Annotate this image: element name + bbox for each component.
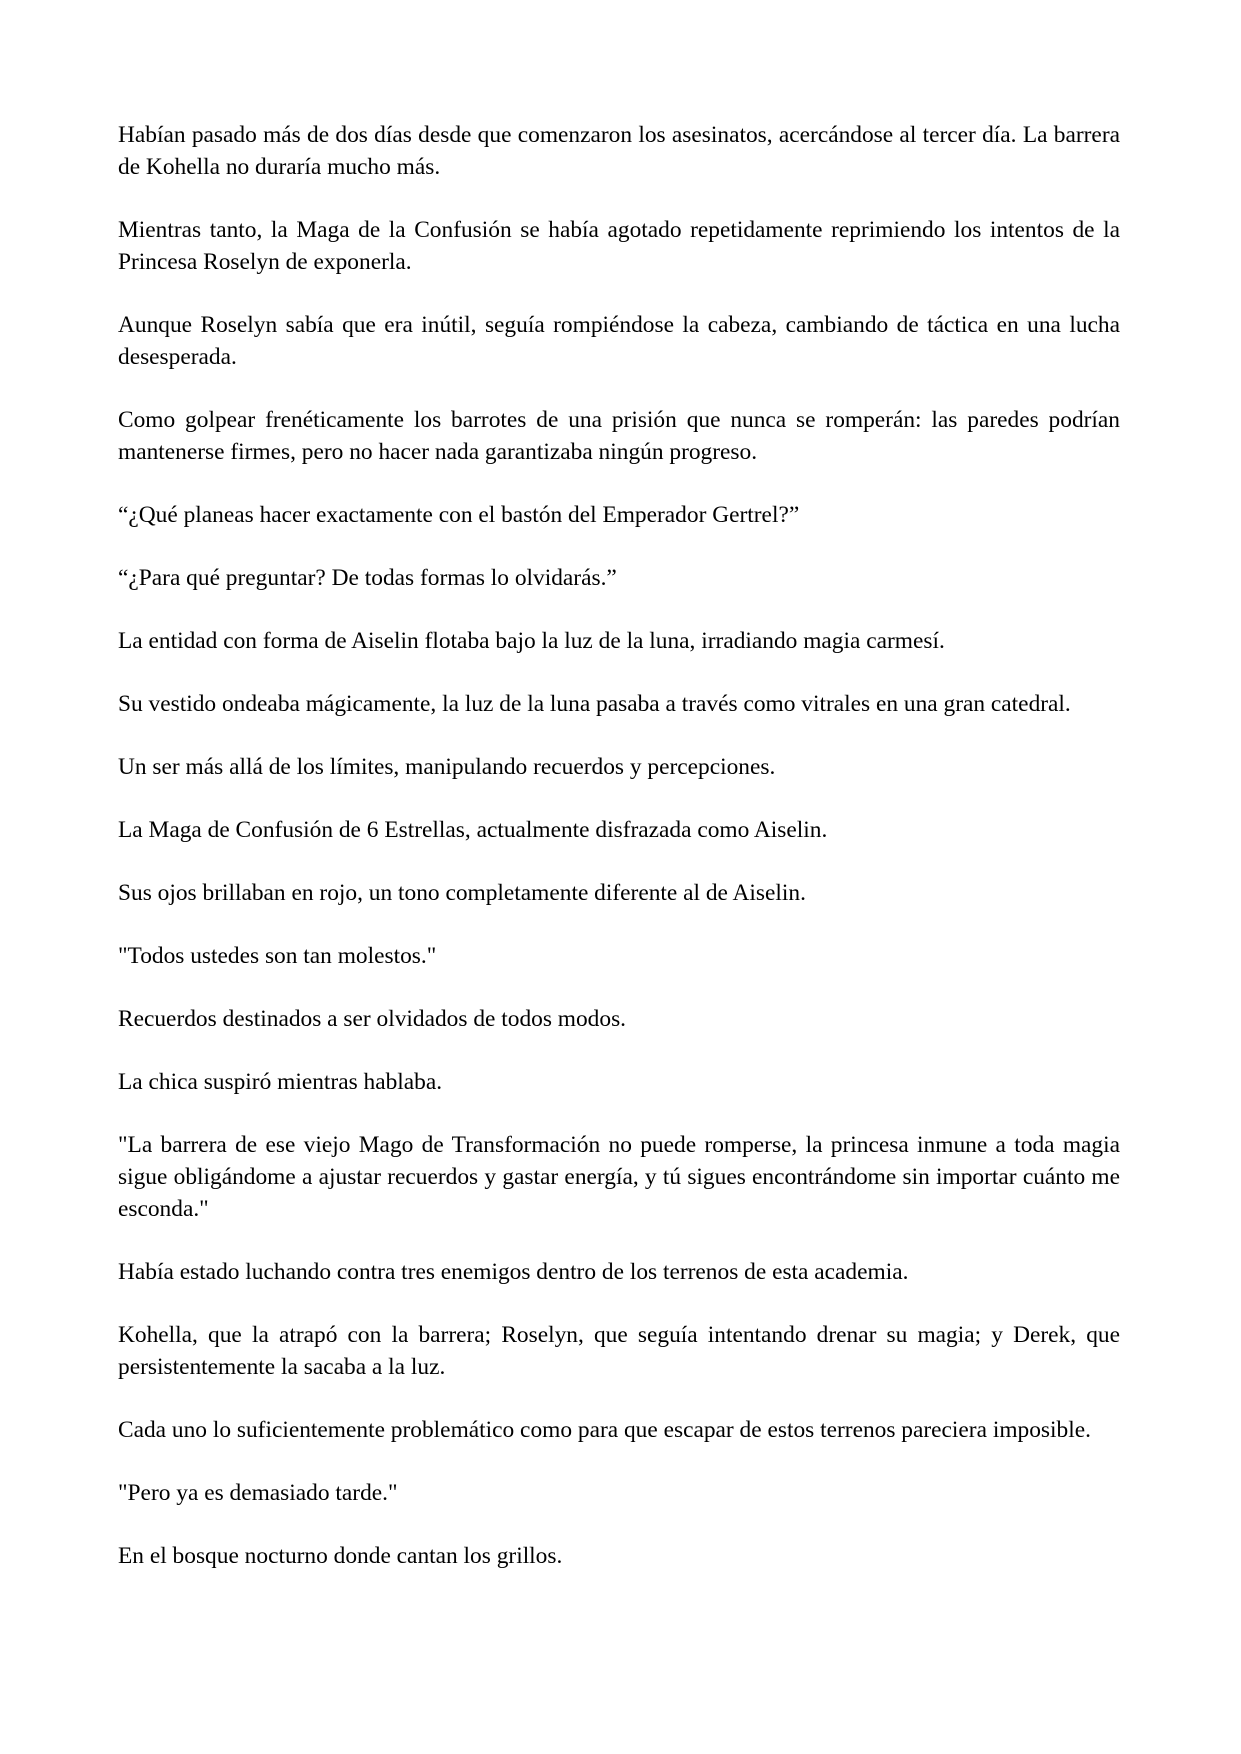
paragraph-9: Un ser más allá de los límites, manipulando recuerdos y percepciones. <box>118 754 776 780</box>
paragraph-11: Sus ojos brillaban en rojo, un tono completamente diferente al de Aiselin. <box>118 880 806 906</box>
paragraph-1: Habían pasado más de dos días desde que comenzaron los asesinatos, acercándose al tercer día. La barrera de Kohella no duraría mucho más. <box>118 122 1120 180</box>
paragraph-13: Recuerdos destinados a ser olvidados de todos modos. <box>118 1006 627 1032</box>
paragraph-2: Mientras tanto, la Maga de la Confusión se había agotado repetidamente reprimiendo los intentos de la Princesa Roselyn de exponerla. <box>118 217 1120 275</box>
paragraph-6: “¿Para qué preguntar? De todas formas lo olvidarás.” <box>118 565 617 591</box>
paragraph-18: Cada uno lo suficientemente problemático como para que escapar de estos terrenos pareciera imposible. <box>118 1417 1091 1443</box>
paragraph-10: La Maga de Confusión de 6 Estrellas, actualmente disfrazada como Aiselin. <box>118 817 828 843</box>
paragraph-20: En el bosque nocturno donde cantan los grillos. <box>118 1543 563 1569</box>
paragraph-12: "Todos ustedes son tan molestos." <box>118 943 437 969</box>
paragraph-5: “¿Qué planeas hacer exactamente con el bastón del Emperador Gertrel?” <box>118 502 800 528</box>
paragraph-19: "Pero ya es demasiado tarde." <box>118 1480 398 1506</box>
paragraph-17: Kohella, que la atrapó con la barrera; Roselyn, que seguía intentando drenar su magia; y Derek, que persistentemente la sacaba a la luz. <box>118 1322 1120 1380</box>
paragraph-4: Como golpear frenéticamente los barrotes de una prisión que nunca se romperán: las paredes podrían mantenerse firmes, pero no hacer nada garantizaba ningún progreso. <box>118 407 1120 465</box>
paragraph-14: La chica suspiró mientras hablaba. <box>118 1069 443 1095</box>
paragraph-7: La entidad con forma de Aiselin flotaba bajo la luz de la luna, irradiando magia carmesí. <box>118 628 945 654</box>
paragraph-3: Aunque Roselyn sabía que era inútil, seguía rompiéndose la cabeza, cambiando de táctica en una lucha desesperada. <box>118 312 1120 370</box>
paragraph-8: Su vestido ondeaba mágicamente, la luz de la luna pasaba a través como vitrales en una gran catedral. <box>118 691 1071 717</box>
paragraph-16: Había estado luchando contra tres enemigos dentro de los terrenos de esta academia. <box>118 1259 909 1285</box>
paragraph-15: "La barrera de ese viejo Mago de Transformación no puede romperse, la princesa inmune a toda magia sigue obligándome a ajustar recuerdos y gastar energía, y tú sigues encontrándome sin importar cuánto me esconda." <box>118 1132 1120 1222</box>
body-text <box>118 119 1120 1603</box>
